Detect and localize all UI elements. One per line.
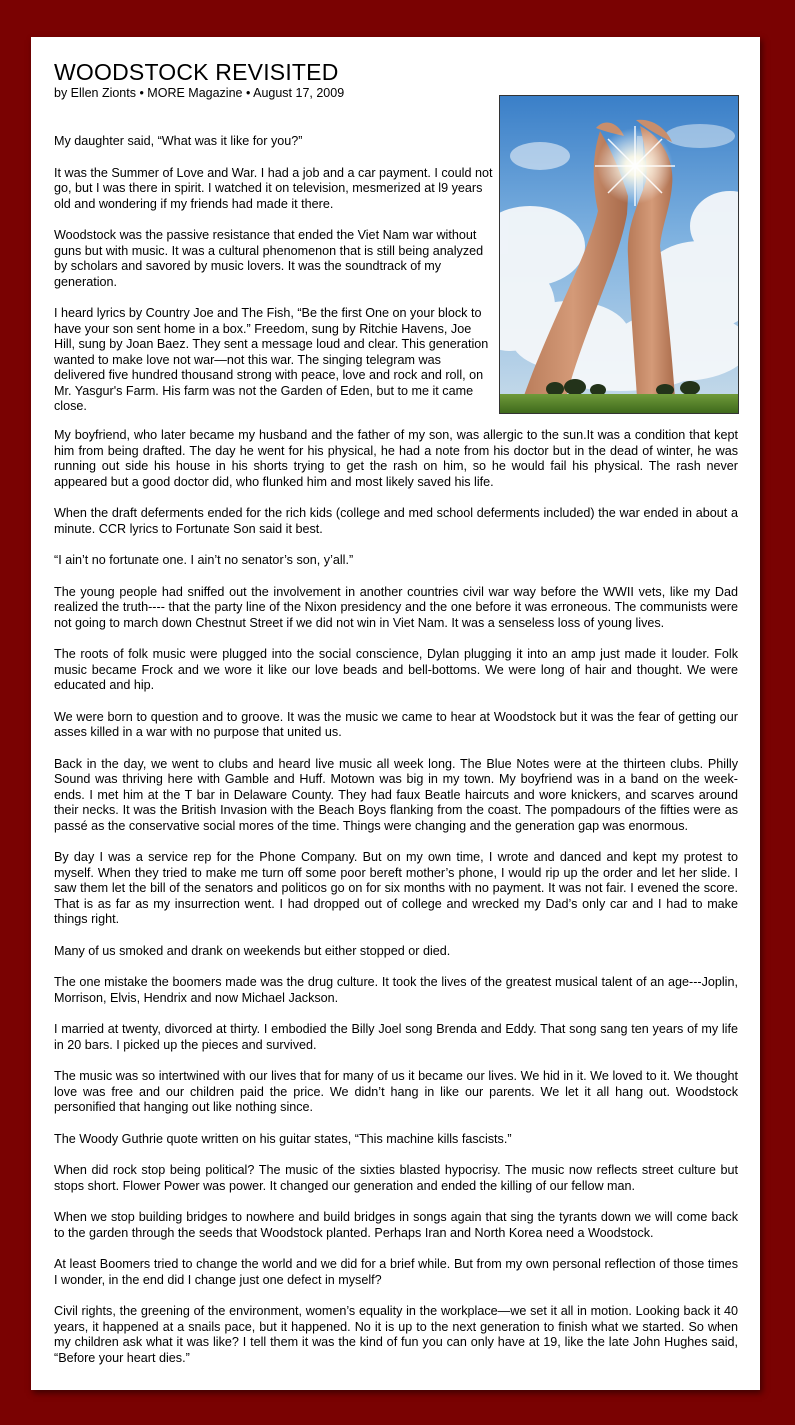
paragraph: The music was so intertwined with our lives that for many of us it became our lives. We hid in it. We loved to it. We thought love was free and our children paid the price. We didn’t hang in like our parents. We let it all hang out. Woodstock personified that hanging out like nothing since. (54, 1069, 738, 1114)
paragraph: The one mistake the boomers made was the drug culture. It took the lives of the greatest musical talent of an age---Joplin, Morrison, Elvis, Hendrix and now Michael Jackson. (54, 975, 738, 1005)
paragraph: We were born to question and to groove. It was the music we came to hear at Woodstock but it was the fear of getting our asses killed in a war with no purpose that united us. (54, 709, 738, 739)
paragraph: Civil rights, the greening of the environment, women’s equality in the workplace—we set it all in motion. Looking back it 40 years, it happened at a snails pace, but it happened. No it is up to the next generation to finish what we started. So when my children ask what it was like? I tell them it was the kind of fun you can only have at 19, like the late John Hughes said, “Before your heart dies.” (54, 1304, 738, 1365)
paragraph: When the draft deferments ended for the rich kids (college and med school deferments included) the war ended in about a minute. CCR lyrics to Fortunate Son said it best. (54, 506, 738, 536)
paragraph: The young people had sniffed out the involvement in another countries civil war way before the WWII vets, like my Dad realized the truth---- that the party line of the Nixon presidency and the one before it was erroneous. The communists were not going to march down Chestnut Street if we did not win in Viet Nam. It was a senseless loss of young lives. (54, 584, 738, 630)
paragraph: Back in the day, we went to clubs and heard live music all week long. The Blue Notes were at the thirteen clubs. Philly Sound was thriving here with Gamble and Huff. Motown was big in my town. My boyfriend was in a band on the week-ends. I met him at the T bar in Delaware County. They had faux Beatle haircuts and wore knickers, and scarves around their necks. It was the British Invasion with the Beach Boys flanking from the coast. The pompadours of the fifties were as passé as the conservative social mores of the time. Things were changing and the generation gap was enormous. (54, 756, 738, 833)
raised-hands-sun-photo (499, 95, 739, 414)
article-byline: by Ellen Zionts • MORE Magazine • August 17, 2009 (54, 86, 345, 100)
photo-illustration (500, 96, 738, 413)
paragraph: The roots of folk music were plugged into the social conscience, Dylan plugging it into an amp just made it louder. Folk music became Frock and we wore it like our love beads and bell-bottoms. We were long of hair and thought. We were educated and hip. (54, 647, 738, 692)
body-column (54, 428, 738, 1382)
paragraph: When did rock stop being political? The music of the sixties blasted hypocrisy. The music now reflects street culture but stops short. Flower Power was power. It changed our generation and ended the killing of our fellow man. (54, 1163, 738, 1193)
paragraph: By day I was a service rep for the Phone Company. But on my own time, I wrote and danced and kept my protest to myself. When they tried to make me turn off some poor bereft mother’s phone, I would rip up the order and let her slide. I saw them let the bill of the senators and politicos go on for six months with no payment. It was not fair. I evened the score. That is as far as my insurrection went. I had dropped out of college and wrecked my Dad’s only car and I had to make things right. (54, 850, 738, 926)
paragraph: At least Boomers tried to change the world and we did for a brief while. But from my own personal reflection of those times I wonder, in the end did I change just one defect in myself? (54, 1257, 738, 1287)
paragraph: My daughter said, “What was it like for you?” (54, 134, 303, 148)
paragraph: When we stop building bridges to nowhere and build bridges in songs again that sing the tyrants down we will come back to the garden through the seeds that Woodstock planted. Perhaps Iran and North Korea need a Woodstock. (54, 1210, 738, 1240)
paragraph: I heard lyrics by Country Joe and The Fish, “Be the first One on your block to have your son sent home in a box.” Freedom, sung by Ritchie Havens, Joe Hill, sung by Joan Baez. They sent a message loud and clear. This generation wanted to make love not war—not this war. The singing telegram was delivered five hundred thousand strong with peace, love and rock and roll, on Mr. Yasgur's Farm. His farm was not the Garden of Eden, but to me it came close. (54, 306, 489, 413)
article-title: WOODSTOCK REVISITED (54, 59, 339, 85)
intro-column (54, 134, 494, 431)
paragraph: Many of us smoked and drank on weekends but either stopped or died. (54, 943, 451, 958)
article-page (31, 37, 760, 1390)
paragraph: It was the Summer of Love and War. I had a job and a car payment. I could not go, but I was there in spirit. I watched it on television, mesmerized at l9 years old and wondering if my friends had made it there. (54, 165, 493, 211)
paragraph: “I ain’t no fortunate one. I ain’t no senator’s son, y’all.” (54, 553, 354, 567)
paragraph: My boyfriend, who later became my husband and the father of my son, was allergic to the sun.It was a condition that kept him from being drafted. The day he went for his physical, he had a note from his doctor but in the dead of winter, he was running out side his house in his shorts trying to get the rash on him, so he would fail his physical. The rash never appeared but a good doctor did, who flunked him and most likely saved his life. (54, 428, 738, 489)
paragraph: Woodstock was the passive resistance that ended the Viet Nam war without guns but with music. It was a cultural phenomenon that is still being analyzed by scholars and savored by music lovers. It was the soundtrack of my generation. (54, 228, 484, 289)
paragraph: The Woody Guthrie quote written on his guitar states, “This machine kills fascists.” (54, 1131, 512, 1146)
paragraph: I married at twenty, divorced at thirty. I embodied the Billy Joel song Brenda and Eddy. That song sang ten years of my life in 20 bars. I picked up the pieces and survived. (54, 1022, 738, 1052)
